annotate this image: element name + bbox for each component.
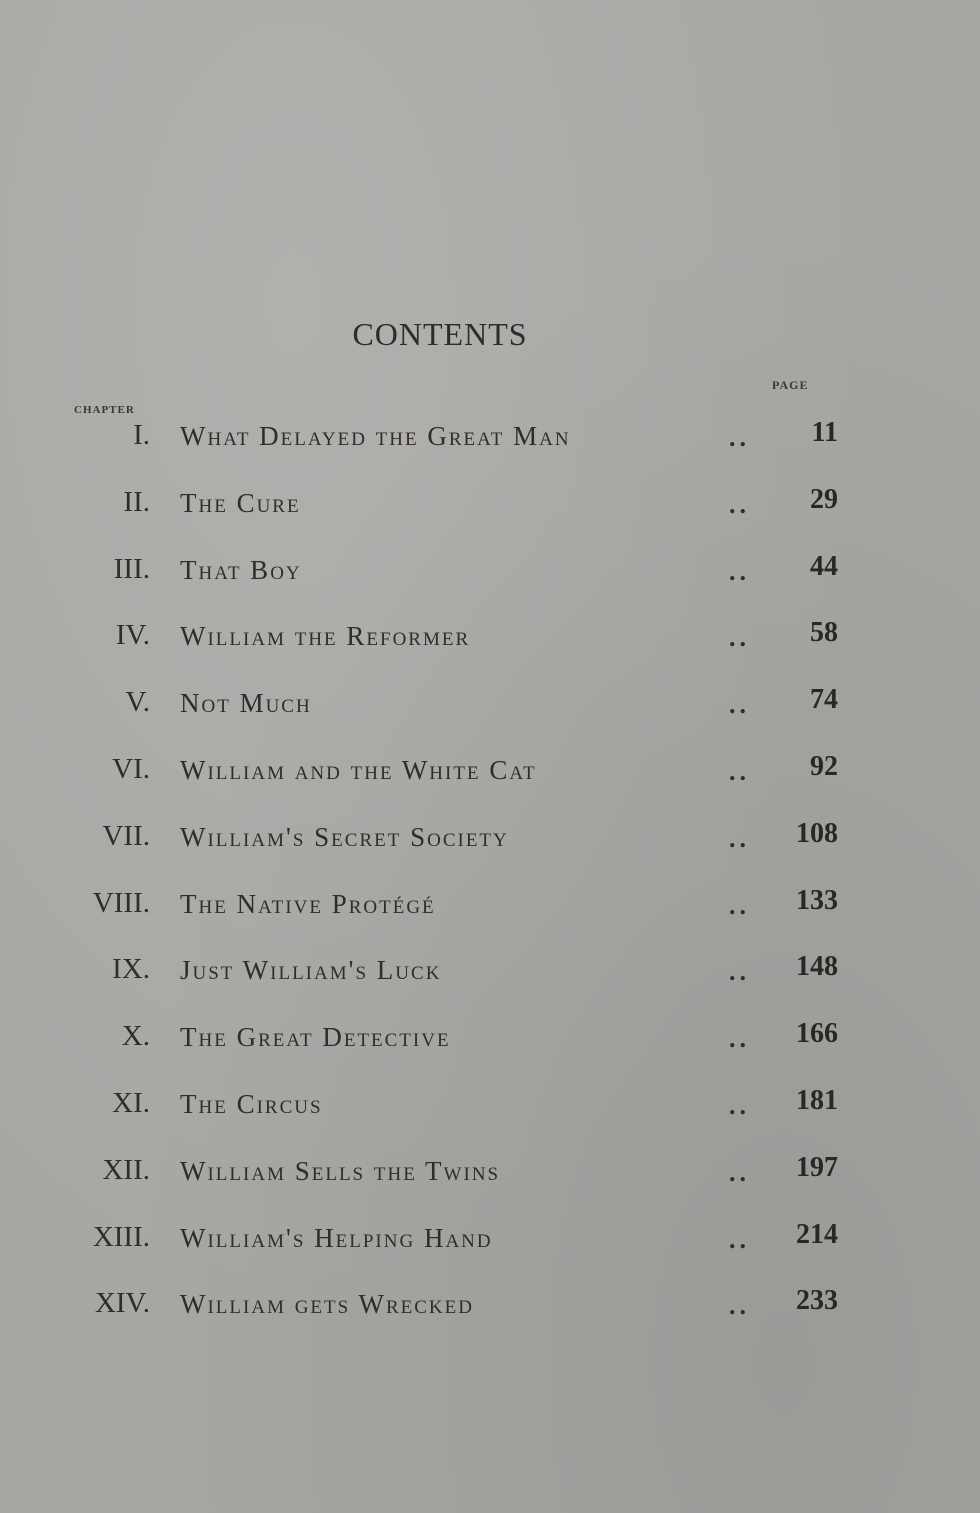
chapter-title: William the Reformer (180, 621, 471, 652)
toc-entry (0, 806, 980, 873)
page-number: 166 (796, 1018, 838, 1050)
chapter-number: I. (133, 419, 150, 451)
page-number: 58 (810, 617, 838, 649)
toc-entry (0, 1273, 980, 1340)
page-column-label: PAGE (772, 378, 809, 392)
page-number: 233 (796, 1285, 838, 1317)
chapter-title: Just William's Luck (180, 955, 442, 986)
chapter-title: The Cure (180, 487, 301, 518)
chapter-number: VI. (112, 752, 150, 785)
page-number: 148 (796, 951, 838, 983)
dot-leader: .. (729, 623, 750, 653)
page-number: 181 (796, 1084, 838, 1116)
page-number: 44 (810, 550, 838, 582)
toc-entry (0, 405, 980, 472)
chapter-number: IX. (112, 953, 150, 986)
page-number: 108 (796, 817, 838, 849)
chapter-title: William gets Wrecked (180, 1289, 474, 1320)
dot-leader: .. (729, 957, 750, 987)
page-number: 197 (796, 1151, 838, 1183)
chapter-title: William and the White Cat (180, 754, 537, 785)
chapter-title: William's Helping Hand (180, 1222, 493, 1253)
chapter-number: XI. (112, 1086, 150, 1119)
chapter-number: X. (121, 1020, 150, 1053)
dot-leader: .. (729, 756, 750, 786)
toc-entry (0, 1140, 980, 1207)
dot-leader: .. (729, 1024, 750, 1054)
toc-entry (0, 873, 980, 940)
dot-leader: .. (729, 423, 750, 452)
toc-entry (0, 539, 980, 606)
toc-entry (0, 1073, 980, 1140)
chapter-title: The Great Detective (180, 1022, 451, 1053)
dot-leader: .. (729, 1090, 750, 1120)
table-of-contents (0, 405, 980, 1340)
chapter-number: XII. (102, 1153, 150, 1186)
page-number: 133 (796, 884, 838, 916)
chapter-number: IV. (115, 619, 150, 652)
toc-entry (0, 739, 980, 806)
chapter-column-label: CHAPTER (74, 404, 135, 416)
chapter-number: V. (125, 686, 150, 719)
toc-entry (0, 672, 980, 739)
page-number: 74 (810, 684, 838, 716)
page-title: CONTENTS (352, 316, 528, 352)
chapter-number: III. (113, 552, 150, 585)
dot-leader: .. (729, 890, 750, 920)
dot-leader: .. (729, 1224, 750, 1254)
page-number: 11 (811, 417, 838, 448)
dot-leader: .. (729, 823, 750, 853)
chapter-title: Not Much (180, 688, 312, 719)
chapter-title: William's Secret Society (180, 821, 509, 852)
page-number: 214 (796, 1218, 838, 1250)
toc-entry (0, 1006, 980, 1073)
chapter-number: VII. (102, 819, 150, 852)
dot-leader: .. (729, 489, 750, 519)
page-number: 92 (810, 750, 838, 782)
page-number: 29 (810, 483, 838, 515)
chapter-title: What Delayed the Great Man (180, 421, 571, 451)
toc-entry (0, 472, 980, 539)
dot-leader: .. (729, 1291, 750, 1321)
dot-leader: .. (729, 690, 750, 720)
chapter-number: VIII. (92, 886, 150, 919)
chapter-number: II. (123, 485, 150, 518)
chapter-title: That Boy (180, 554, 302, 585)
chapter-number: XIII. (92, 1220, 150, 1253)
toc-entry (0, 939, 980, 1006)
dot-leader: .. (729, 556, 750, 586)
chapter-title: William Sells the Twins (180, 1155, 501, 1186)
chapter-number: XIV. (94, 1287, 150, 1320)
chapter-title: The Native Protégé (180, 888, 436, 919)
toc-entry (0, 605, 980, 672)
dot-leader: .. (729, 1157, 750, 1187)
chapter-title: The Circus (180, 1088, 323, 1119)
toc-entry (0, 1207, 980, 1274)
